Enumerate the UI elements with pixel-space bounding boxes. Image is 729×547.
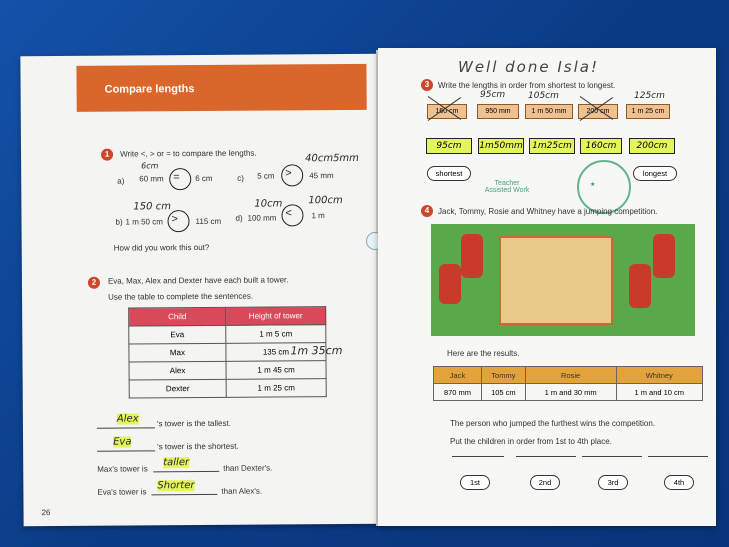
question-2-number: 2 — [88, 277, 100, 289]
q1a-label: a) — [117, 176, 125, 186]
sentence-2-text: 's tower is the shortest. — [157, 441, 239, 452]
results-header-rosie: Rosie — [525, 367, 616, 384]
q1c-right: 45 mm — [309, 171, 334, 181]
q1d-note-2: 100cm — [308, 195, 343, 207]
sentence-3-prefix: Max's tower is — [97, 464, 148, 474]
table-cell: Max — [129, 343, 226, 362]
length-box: 1 m 25 cm — [626, 104, 670, 119]
q1a-note: 6cm — [141, 161, 159, 171]
results-header-whitney: Whitney — [616, 367, 703, 384]
stamp-icon: ★ — [590, 182, 596, 188]
q1d-right: 1 m — [311, 211, 325, 221]
q2-intro: Eva, Max, Alex and Dexter have each built a tower. — [107, 275, 289, 286]
length-box: 950 mm — [477, 104, 519, 119]
sentence-4-prefix: Eva's tower is — [97, 487, 147, 497]
q4-intro: Jack, Tommy, Rosie and Whitney have a jumping competition. — [438, 207, 658, 216]
results-header-tommy: Tommy — [482, 367, 526, 384]
sentence-1-text: 's tower is the tallest. — [156, 418, 231, 429]
box-note-2: 105cm — [528, 91, 559, 101]
sentence-1-answer: Alex — [116, 413, 139, 425]
table-cell: Dexter — [129, 379, 226, 398]
page-number: 26 — [41, 508, 51, 518]
table-cell: 1 m 5 cm — [226, 325, 326, 344]
table-cell: 870 mm — [434, 384, 482, 401]
table-cell: 105 cm — [482, 384, 526, 401]
left-page — [20, 54, 383, 527]
q1d-answer: < — [285, 207, 292, 220]
q1d-note: 10cm — [254, 198, 283, 210]
q1c-label: c) — [237, 173, 244, 183]
table-cell: 1 m 25 cm — [226, 379, 326, 398]
q1-followup: How did you work this out? — [113, 242, 210, 253]
q1a-right: 6 cm — [195, 173, 213, 184]
q1a-answer: = — [173, 171, 180, 184]
q1a-answer-circle[interactable] — [169, 168, 191, 190]
q1c-answer-circle[interactable] — [281, 164, 303, 186]
question-4-number: 4 — [421, 205, 433, 217]
table-cell: Eva — [129, 325, 226, 344]
q4-note-1: The person who jumped the furthest wins the competition. — [450, 419, 655, 428]
question-3-number: 3 — [421, 79, 433, 91]
table-cell: 1 m and 10 cm — [616, 384, 703, 401]
place-label-2nd: 2nd — [530, 475, 560, 490]
child-figure — [461, 234, 483, 278]
length-box: 200 cm — [578, 104, 618, 119]
page-title: Compare lengths — [104, 83, 195, 96]
q1b-note: 150 cm — [133, 201, 171, 213]
q1-instruction: Write <, > or = to compare the lengths. — [120, 148, 257, 159]
shortest-label: shortest — [427, 166, 471, 181]
longest-label: longest — [633, 166, 677, 181]
q1b-answer-circle[interactable] — [167, 210, 189, 232]
sentence-2-answer: Eva — [113, 436, 132, 448]
child-figure — [629, 264, 651, 308]
school-stamp — [577, 160, 631, 214]
length-box: 160 cm — [427, 104, 467, 119]
order-answer-5[interactable]: 200cm — [629, 138, 675, 154]
child-figure — [439, 264, 461, 304]
question-1-number: 1 — [101, 149, 113, 161]
box-note-3: 125cm — [634, 91, 665, 101]
place-blank-1[interactable] — [452, 456, 504, 457]
q1c-note: 40cm5mm — [305, 152, 359, 165]
sentence-3-answer: taller — [163, 457, 190, 469]
teacher-assisted-stamp: Teacher Assisted Work — [484, 180, 530, 194]
place-label-3rd: 3rd — [598, 475, 628, 490]
q1d-label: d) — [235, 213, 243, 223]
order-answer-1[interactable]: 95cm — [426, 138, 472, 154]
q1b-left: 1 m 50 cm — [125, 217, 163, 227]
sand-pit — [499, 236, 613, 325]
jumping-competition-illustration — [431, 224, 695, 336]
teacher-comment: Well done Isla! — [458, 58, 599, 76]
q1b-label: b) — [115, 217, 123, 227]
results-label: Here are the results. — [447, 349, 520, 358]
box-note-1: 95cm — [480, 90, 506, 100]
order-answer-4[interactable]: 160cm — [580, 138, 622, 154]
table-cell: 1 m 45 cm — [226, 361, 326, 380]
sentence-4-answer: Shorter — [157, 480, 195, 492]
place-blank-4[interactable] — [648, 456, 708, 457]
title-banner — [76, 64, 366, 112]
order-answer-3[interactable]: 1m25cm — [529, 138, 575, 154]
place-label-4th: 4th — [664, 475, 694, 490]
q2-instruction: Use the table to complete the sentences. — [108, 291, 254, 302]
q1a-left: 60 mm — [139, 174, 164, 184]
order-answer-2[interactable]: 1m50mm — [478, 138, 524, 154]
q1c-left: 5 cm — [257, 171, 275, 181]
tower-table-header-height: Height of tower — [226, 307, 326, 326]
table-cell: 1 m and 30 mm — [525, 384, 616, 401]
q1d-left: 100 mm — [247, 213, 277, 223]
place-blank-3[interactable] — [582, 456, 642, 457]
q1b-answer: > — [171, 213, 178, 226]
place-label-1st: 1st — [460, 475, 490, 490]
q3-instruction: Write the lengths in order from shortest to longest. — [438, 81, 616, 90]
max-height-note: 1m 35cm — [290, 344, 343, 358]
q1b-right: 115 cm — [195, 216, 222, 227]
sentence-2-blank[interactable] — [97, 436, 155, 451]
place-blank-2[interactable] — [516, 456, 576, 457]
child-figure — [653, 234, 675, 278]
q1c-answer: > — [285, 167, 292, 180]
sentence-3-text: than Dexter's. — [223, 463, 273, 473]
tower-table-header-child: Child — [129, 307, 226, 326]
sentence-4-blank[interactable] — [151, 480, 217, 495]
sentence-1-blank[interactable] — [97, 413, 155, 428]
sentence-3-blank[interactable] — [153, 457, 219, 472]
table-cell: Alex — [129, 361, 226, 380]
table-cell: 135 cm — [226, 343, 326, 362]
results-header-jack: Jack — [434, 367, 482, 384]
results-table — [433, 366, 703, 401]
q1d-answer-circle[interactable] — [281, 204, 303, 226]
q4-note-2: Put the children in order from 1st to 4th place. — [450, 437, 612, 446]
sentence-4-text: than Alex's. — [221, 486, 263, 496]
length-box: 1 m 50 mm — [525, 104, 573, 119]
